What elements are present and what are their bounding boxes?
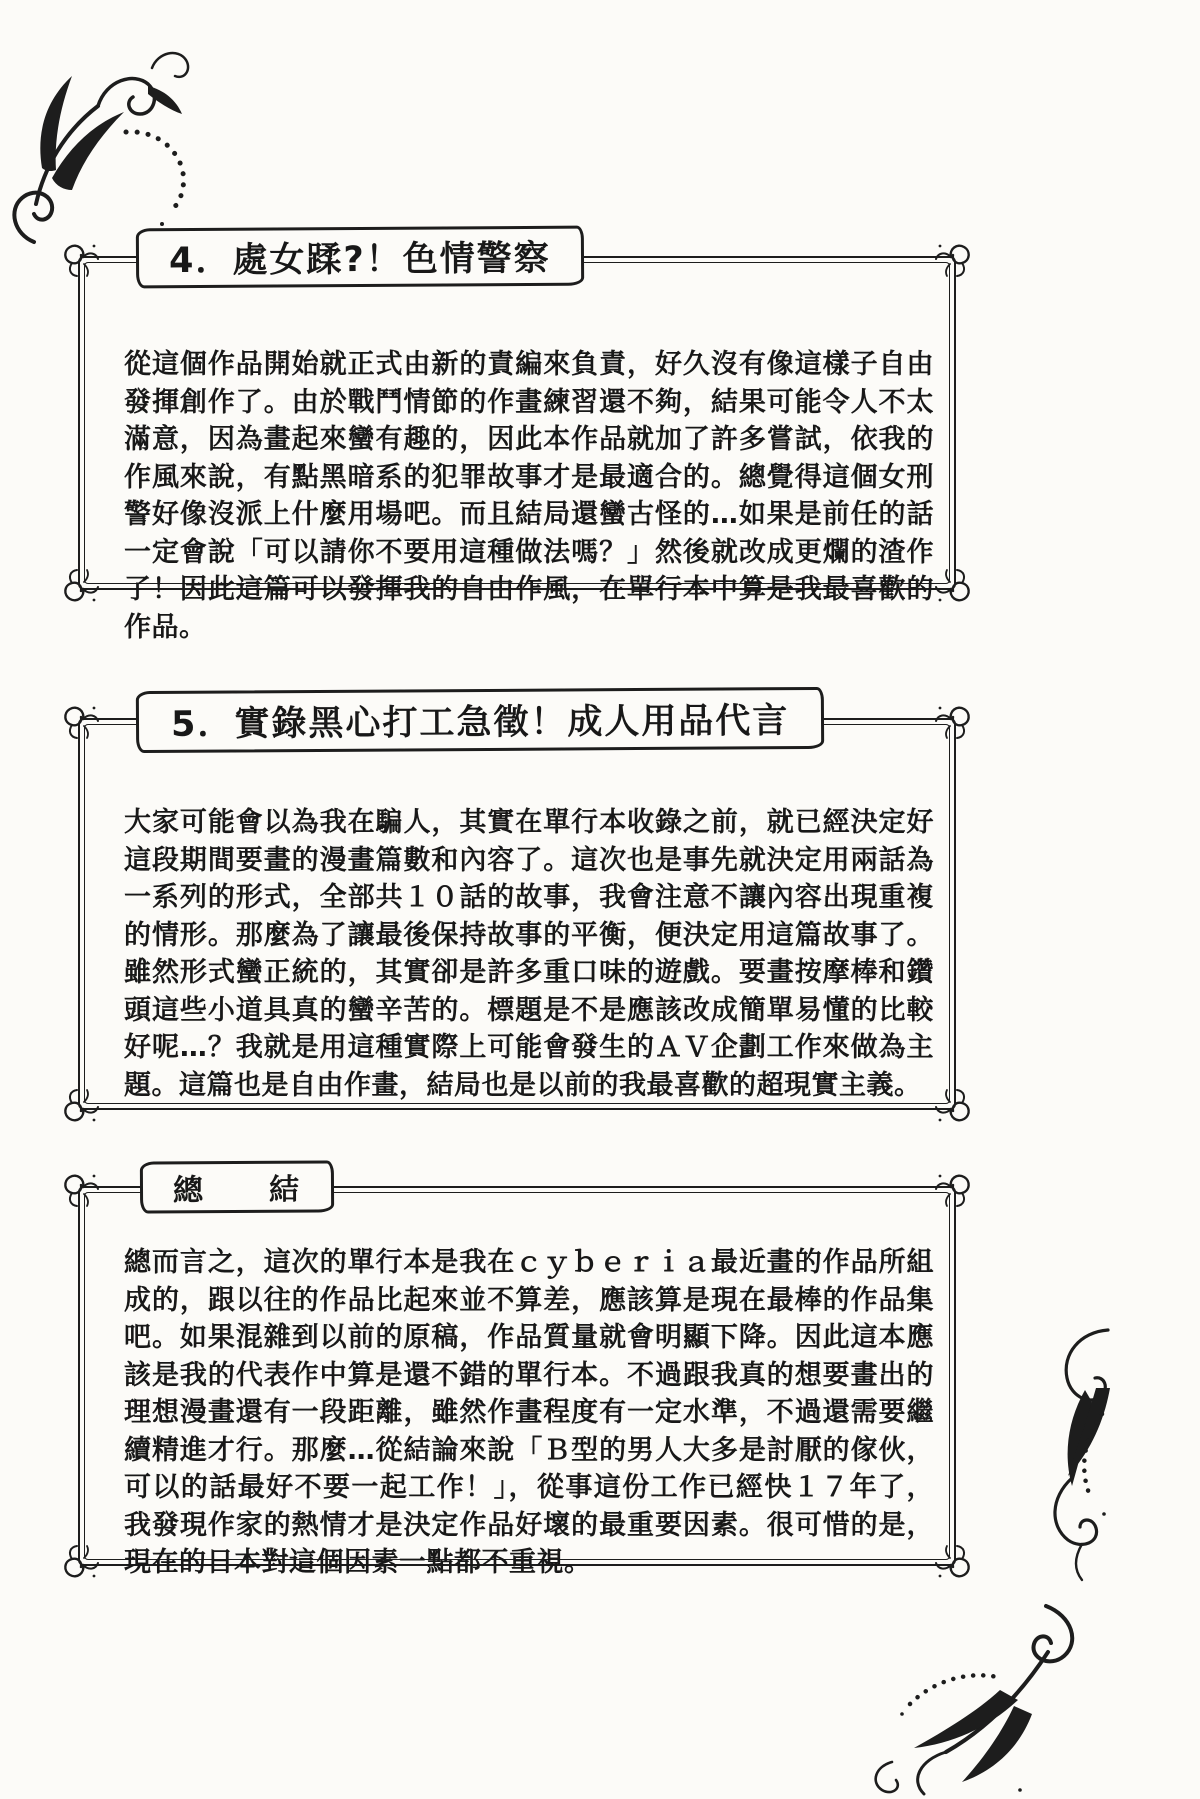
corner-swirl-icon	[60, 238, 100, 278]
summary-title: 總 結	[172, 1172, 302, 1209]
section-4-body: 從這個作品開始就正式由新的責編來負責，好久沒有像這樣子自由發揮創作了。由於戰鬥情節的作畫練習還不夠，結果可能令人不太滿意，因為畫起來蠻有趣的，因此本作品就加了許多嘗試，依我的作風來說，有點黑暗系的犯罪故事才是最適合的。總覺得這個女刑警好像沒派上什麼用場吧。而且結局還蠻古怪的…如果是前任的話一定會說「可以請你不要用這種做法嗎？」然後就改成更爛的渣作了！因此這篇可以發揮我的自由作風，在單行本中算是我最喜歡的作品。	[124, 349, 934, 643]
summary-panel	[78, 1172, 956, 1578]
corner-swirl-icon	[60, 1168, 100, 1208]
section-4-title-box	[136, 226, 584, 289]
section-5-body: 大家可能會以為我在騙人，其實在單行本收錄之前，就已經決定好這段期間要畫的漫畫篇數和內容了。這次也是事先就決定用兩話為一系列的形式，全部共１０話的故事，我會注意不讓內容出現重複的情形。那麼為了讓最後保持故事的平衡，便決定用這篇故事了。雖然形式蠻正統的，其實卻是許多重口味的遊戲。要畫按摩棒和鑽頭這些小道具真的蠻辛苦的。標題是不是應該改成簡單易懂的比較好呢…？我就是用這種實際上可能會發生的ＡＶ企劃工作來做為主題。這篇也是自由作畫，結局也是以前的我最喜歡的超現實主義。	[124, 807, 934, 1101]
section-4-title: 4．處女蹂?！色情警察	[168, 238, 551, 282]
summary-title-box	[140, 1160, 334, 1213]
corner-swirl-icon	[60, 700, 100, 740]
corner-swirl-icon	[934, 1088, 974, 1128]
corner-swirl-icon	[934, 568, 974, 608]
floral-flourish-top-left-icon	[6, 28, 201, 248]
summary-body: 總而言之，這次的單行本是我在ｃｙｂｅｒｉａ最近畫的作品所組成的，跟以往的作品比起來並不算差，應該算是現在最棒的作品集吧。如果混雜到以前的原稿，作品質量就會明顯下降。因此這本應該是我的代表作中算是還不錯的單行本。不過跟我真的想要畫出的理想漫畫還有一段距離，雖然作畫程度有一定水準，不過還需要繼續精進才行。那麼…從結論來說「Ｂ型的男人大多是討厭的傢伙，可以的話最好不要一起工作！」，從事這份工作已經快１７年了，我發現作家的熱情才是決定作品好壞的最重要因素。很可惜的是，現在的日本對這個因素一點都不重視。	[124, 1247, 934, 1578]
section-4-panel	[78, 238, 956, 643]
corner-swirl-icon	[60, 1544, 100, 1584]
section-5-panel	[78, 701, 956, 1110]
corner-swirl-icon	[934, 238, 974, 278]
floral-flourish-bottom-right-icon	[850, 1582, 1090, 1797]
section-5-title-box	[136, 687, 825, 753]
corner-swirl-icon	[60, 1088, 100, 1128]
floral-flourish-right-icon	[982, 1318, 1117, 1583]
corner-swirl-icon	[934, 1168, 974, 1208]
corner-swirl-icon	[60, 568, 100, 608]
section-5-title: 5．實錄黑心打工急徵！成人用品代言	[170, 701, 790, 745]
corner-swirl-icon	[934, 700, 974, 740]
corner-swirl-icon	[934, 1544, 974, 1584]
